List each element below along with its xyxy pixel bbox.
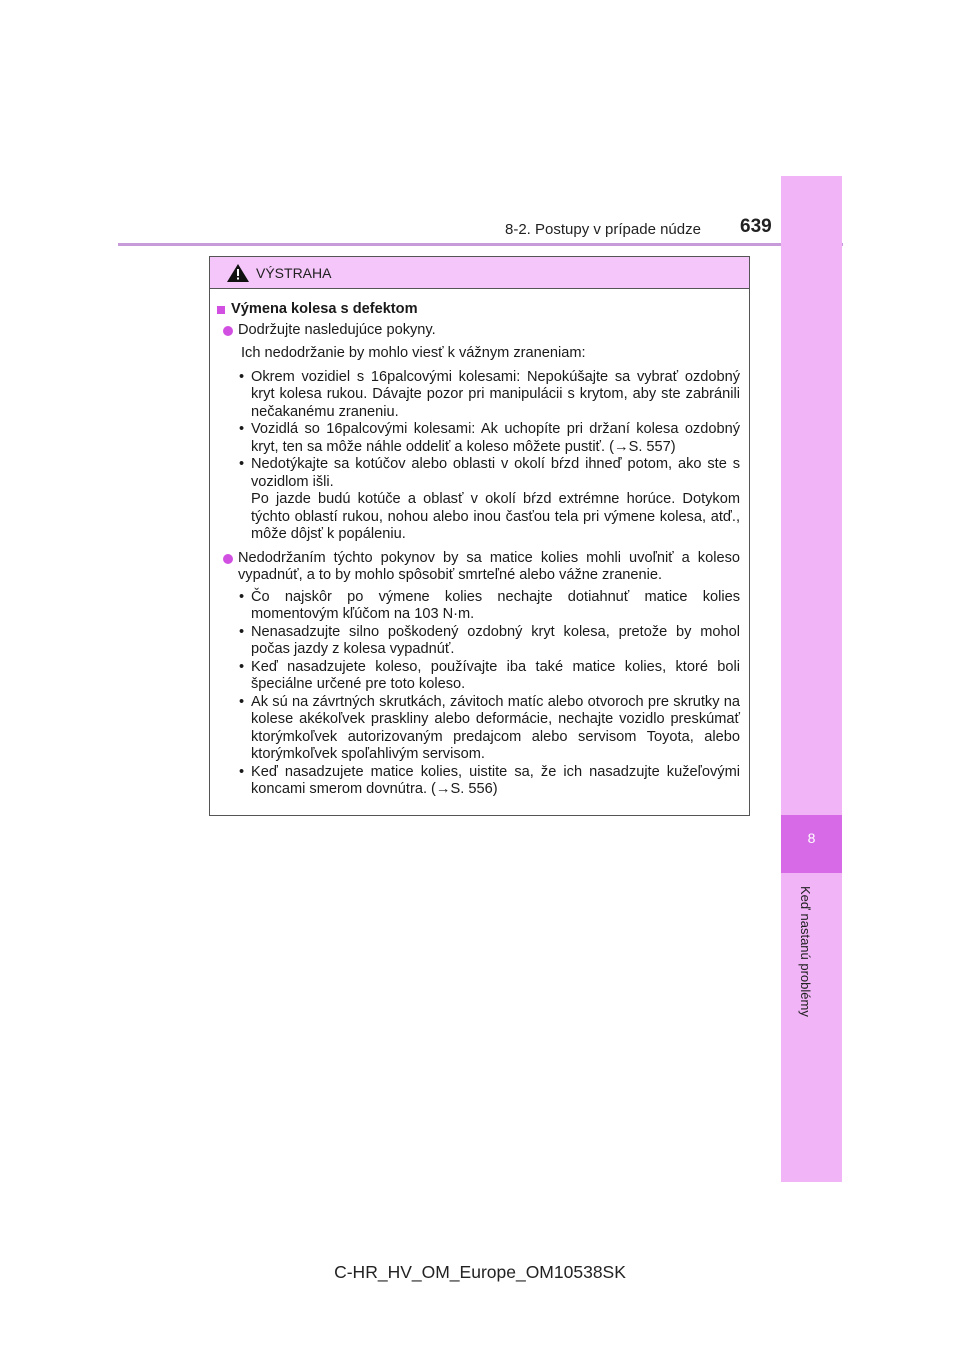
warning-item-text: Dodržujte nasledujúce pokyny. bbox=[238, 321, 436, 338]
sub-list-item: • Okrem vozidiel s 16palcovými kolesami: Nepokúšajte sa vybrať ozdobný kryt kolesa rukou. Dávajte pozor pri manipulácii s krytom, aby ste zabránili nečakanému zraneniu. bbox=[217, 369, 740, 422]
sub-list-item-text: • Nedotýkajte sa kotúčov alebo oblasti v okolí bŕzd ihneď potom, ako ste s vozidlom išli. bbox=[251, 456, 740, 490]
dot-bullet-icon bbox=[223, 554, 233, 564]
sub-list-item: • Vozidlá so 16palcovými kolesami: Ak uchopíte pri držaní kolesa ozdobný kryt, ten sa môže náhle oddeliť a koleso môžete pustiť. (→S. 557) bbox=[217, 421, 740, 456]
warning-item-text: Nedodržaním týchto pokynov by sa matice kolies mohli uvoľniť a koleso vypadnúť, a to by mohlo spôsobiť smrteľné alebo vážne zranenie. bbox=[238, 549, 740, 583]
sub-list-item: • Čo najskôr po výmene kolies nechajte dotiahnuť matice kolies momentovým kľúčom na 103 N·m. bbox=[217, 589, 740, 624]
chapter-title-text: Keď nastanú problémy bbox=[798, 886, 813, 1017]
warning-triangle-icon bbox=[226, 263, 250, 283]
sub-list-item-continuation: Po jazde budú kotúče a oblasť v okolí bŕzd extrémne horúce. Dotykom týchto oblastí rukou, nohou alebo inou časťou tela pri výmene kolesa, atď., môže dôjsť k popáleniu. bbox=[251, 491, 740, 542]
sub-list-item: • Keď nasadzujete koleso, používajte iba také matice kolies, ktoré boli špeciálne určené pre toto koleso. bbox=[217, 659, 740, 694]
header-divider bbox=[118, 243, 843, 246]
warning-body bbox=[210, 289, 749, 799]
document-code: C-HR_HV_OM_Europe_OM10538SK bbox=[334, 1262, 626, 1282]
warning-box bbox=[209, 256, 750, 816]
warning-section-title-text: Výmena kolesa s defektom bbox=[231, 301, 418, 317]
page-number: 639 bbox=[740, 216, 772, 237]
sub-list-item: • Nenasadzujte silno poškodený ozdobný kryt kolesa, pretože by mohol počas jazdy z kolesa vypadnúť. bbox=[217, 624, 740, 659]
warning-item bbox=[217, 550, 740, 799]
warning-sub-list bbox=[217, 369, 740, 544]
section-title-header: 8-2. Postupy v prípade núdze bbox=[505, 221, 701, 238]
warning-sub-list bbox=[217, 589, 740, 799]
square-bullet-icon bbox=[217, 306, 225, 314]
dot-bullet-icon bbox=[223, 326, 233, 336]
warning-header bbox=[210, 257, 749, 289]
sub-list-item bbox=[217, 456, 740, 544]
chapter-number: 8 bbox=[807, 830, 816, 846]
warning-item-note: Ich nedodržanie by mohlo viesť k vážnym zraneniam: bbox=[241, 345, 586, 361]
warning-item bbox=[217, 322, 740, 544]
warning-section-title bbox=[217, 301, 740, 319]
warning-label: VÝSTRAHA bbox=[256, 265, 332, 281]
sub-list-item: • Ak sú na závrtných skrutkách, závitoch matíc alebo otvoroch pre skrutky na kolese akékoľvek praskliny alebo deformácie, nechajte vozidlo preskúmať ktorýmkoľvek autorizovaným predajcom alebo servisom Toyota, alebo ktorýmkoľvek spoľahlivým servisom. bbox=[217, 694, 740, 764]
sub-list-item: • Keď nasadzujete matice kolies, uistite sa, že ich nasadzujte kužeľovými koncami smerom dovnútra. (→S. 556) bbox=[217, 764, 740, 799]
